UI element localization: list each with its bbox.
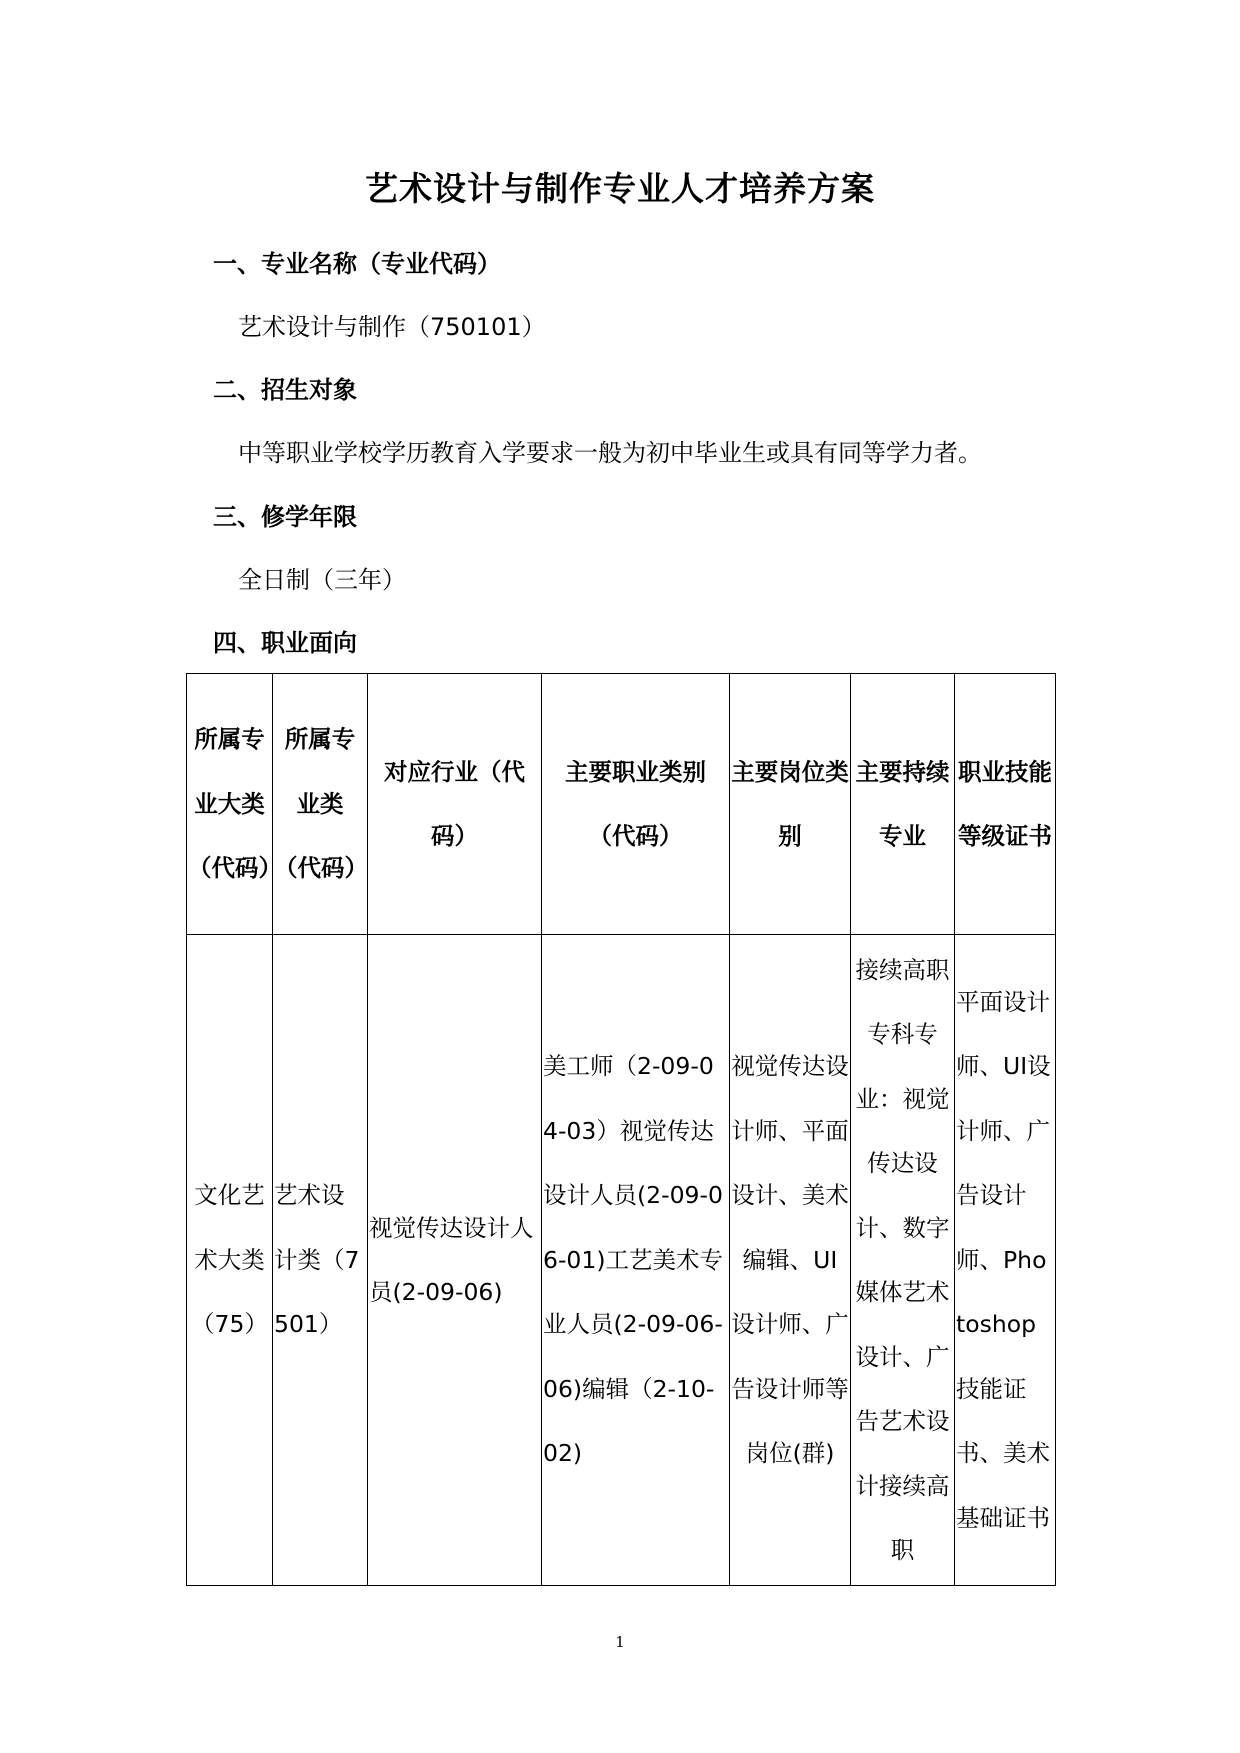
section-heading-major-name: 一、专业名称（专业代码）: [213, 250, 501, 278]
cell-certificates: 平面设计师、UI设计师、广告设计师、Photoshop 技能证书、美术基础证书: [955, 935, 1056, 1586]
cell-major-class: 艺术设计类（7501）: [273, 935, 368, 1586]
section-text-duration: 全日制（三年）: [238, 566, 406, 594]
section-heading-enrollment: 二、招生对象: [213, 376, 357, 404]
section-heading-duration: 三、修学年限: [213, 503, 357, 531]
cell-occupation: 美工师（2-09-04-03）视觉传达设计人员(2-09-06-01)工艺美术专业人员(2-09-06-06)编辑（2-10-02): [542, 935, 730, 1586]
career-table: [186, 673, 1056, 1586]
header-industry: 对应行业（代码）: [368, 674, 542, 935]
page-number: 1: [615, 1633, 625, 1651]
section-text-enrollment: 中等职业学校学历教育入学要求一般为初中毕业生或具有同等学力者。: [238, 439, 982, 467]
table-header-row: [187, 674, 1056, 935]
section-heading-career: 四、职业面向: [213, 629, 357, 657]
cell-industry: 视觉传达设计人员(2-09-06): [368, 935, 542, 1586]
header-major-class: 所属专业类（代码）: [273, 674, 368, 935]
header-major-category: 所属专业大类（代码）: [187, 674, 273, 935]
cell-positions: 视觉传达设计师、平面设计、美术编辑、UI 设计师、广告设计师等岗位(群): [730, 935, 851, 1586]
header-occupation: 主要职业类别（代码）: [542, 674, 730, 935]
header-continuing-major: 主要持续专业: [851, 674, 955, 935]
document-title: 艺术设计与制作专业人才培养方案: [365, 169, 875, 208]
cell-continuing-major: 接续高职专科专业：视觉传达设计、数字媒体艺术设计、广告艺术设计接续高职: [851, 935, 955, 1586]
section-text-major-name: 艺术设计与制作（750101）: [238, 313, 546, 341]
cell-major-category: 文化艺术大类（75）: [187, 935, 273, 1586]
header-certificates: 职业技能等级证书: [955, 674, 1056, 935]
table-row: [187, 935, 1056, 1586]
header-positions: 主要岗位类别: [730, 674, 851, 935]
